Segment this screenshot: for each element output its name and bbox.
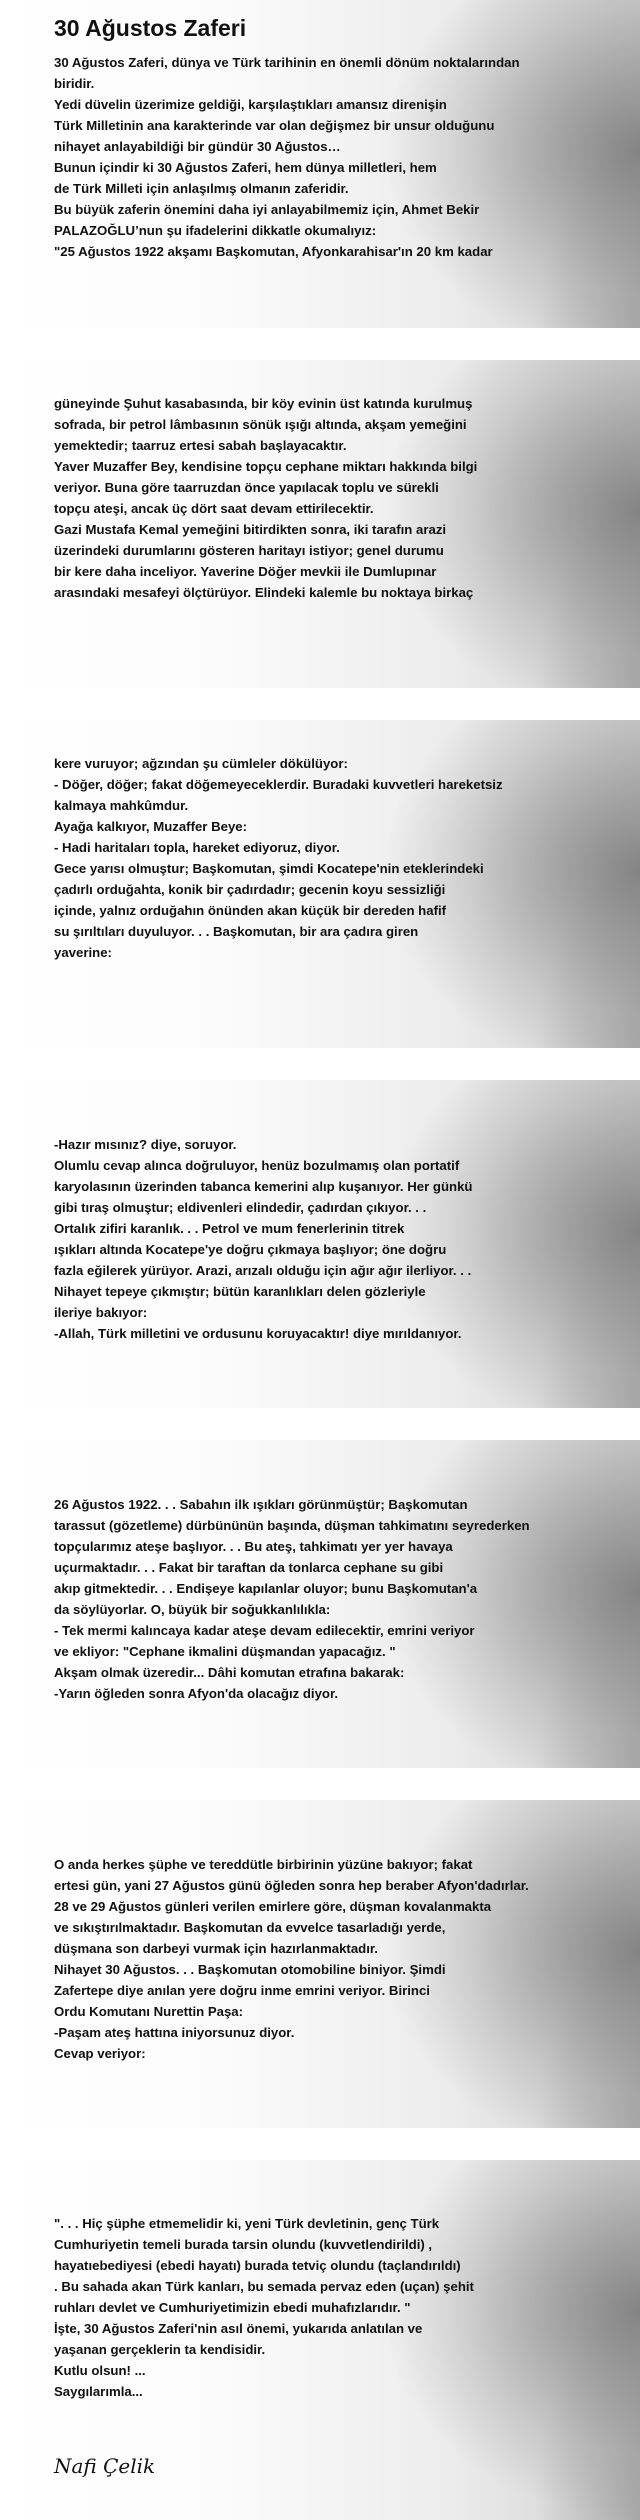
text-line: -Hazır mısınız? diye, soruyor. xyxy=(54,1137,237,1152)
text-line: Zafertepe diye anılan yere doğru inme emrini veriyor. Birinci xyxy=(54,1983,430,1998)
text-line: "25 Ağustos 1922 akşamı Başkomutan, Afyonkarahisar'ın 20 km kadar xyxy=(54,244,493,259)
paragraph-block-5 xyxy=(54,1494,640,1704)
text-line: yaşanan gerçeklerin ta kendisidir. xyxy=(54,2342,266,2357)
text-line: Yedi düvelin üzerimize geldiği, karşılaştıkları amansız direnişin xyxy=(54,97,447,112)
article-panel-4 xyxy=(0,1080,640,1408)
text-line: hayatıebediyesi (ebedi hayatı) burada tetviç olundu (taçlandırıldı) xyxy=(54,2258,461,2273)
paragraph-block-6 xyxy=(54,1854,640,2064)
text-line: topçularımız ateşe başlıyor. . . Bu ateş, tahkimatı yer yer havaya xyxy=(54,1539,453,1554)
text-line: Gece yarısı olmuştur; Başkomutan, şimdi Kocatepe'nin eteklerindeki xyxy=(54,861,484,876)
text-line: yaverine: xyxy=(54,945,112,960)
text-line: Saygılarımla... xyxy=(54,2384,143,2399)
text-line: bir kere daha inceliyor. Yaverine Döğer mevkii ile Dumlupınar xyxy=(54,564,437,579)
text-line: fazla eğilerek yürüyor. Arazi, arızalı olduğu için ağır ağır ilerliyor. . . xyxy=(54,1263,472,1278)
author-signature: Nafi Çelik xyxy=(54,2454,156,2478)
text-line: Ordu Komutanı Nurettin Paşa: xyxy=(54,2004,244,2019)
text-line: Yaver Muzaffer Bey, kendisine topçu cephane miktarı hakkında bilgi xyxy=(54,459,478,474)
text-line: . Bu sahada akan Türk kanları, bu semada pervaz eden (uçan) şehit xyxy=(54,2279,474,2294)
text-line: Ayağa kalkıyor, Muzaffer Beye: xyxy=(54,819,248,834)
article-panel-7 xyxy=(0,2160,640,2520)
article-panel-6 xyxy=(0,1800,640,2128)
text-line: 28 ve 29 Ağustos günleri verilen emirlere göre, düşman kovalanmakta xyxy=(54,1899,492,1914)
text-line: sofrada, bir petrol lâmbasının sönük ışığı altında, akşam yemeğini xyxy=(54,417,467,432)
text-line: O anda herkes şüphe ve tereddütle birbirinin yüzüne bakıyor; fakat xyxy=(54,1857,473,1872)
text-line: tarassut (gözetleme) dürbününün başında, düşman tahkimatını seyrederken xyxy=(54,1518,530,1533)
text-line: topçu ateşi, ancak üç dört saat devam ettirilecektir. xyxy=(54,501,374,516)
text-line: ve ekliyor: "Cephane ikmalini düşmandan yapacağız. " xyxy=(54,1644,396,1659)
text-line: -Allah, Türk milletini ve ordusunu koruyacaktır! diye mırıldanıyor. xyxy=(54,1326,462,1341)
text-line: güneyinde Şuhut kasabasında, bir köy evinin üst katında kurulmuş xyxy=(54,396,473,411)
paragraph-block-7 xyxy=(54,2213,640,2402)
text-line: kalmaya mahkûmdur. xyxy=(54,798,189,813)
text-line: Cumhuriyetin temeli burada tarsin olundu (kuvvetlendirildi) , xyxy=(54,2237,433,2252)
text-line: - Döğer, döğer; fakat döğemeyeceklerdir. Buradaki kuvvetleri hareketsiz xyxy=(54,777,503,792)
text-line: ışıkları altında Kocatepe'ye doğru çıkmaya başlıyor; öne doğru xyxy=(54,1242,447,1257)
text-line: yemektedir; taarruz ertesi sabah başlayacaktır. xyxy=(54,438,347,453)
text-line: İşte, 30 Ağustos Zaferi'nin asıl önemi, yukarıda anlatılan ve xyxy=(54,2321,423,2336)
article-panel-1 xyxy=(0,0,640,328)
paragraph-block-3 xyxy=(54,753,640,963)
paragraph-block-1 xyxy=(54,52,640,262)
paragraph-block-4 xyxy=(54,1134,640,1344)
text-line: 30 Ağustos Zaferi, dünya ve Türk tarihinin en önemli dönüm noktalarından xyxy=(54,55,520,70)
text-line: Ortalık zifiri karanlık. . . Petrol ve mum fenerlerinin titrek xyxy=(54,1221,405,1236)
text-line: -Yarın öğleden sonra Afyon'da olacağız diyor. xyxy=(54,1686,339,1701)
text-line: Nihayet tepeye çıkmıştır; bütün karanlıkları delen gözleriyle xyxy=(54,1284,426,1299)
text-line: - Hadi haritaları topla, hareket ediyoruz, diyor. xyxy=(54,840,340,855)
text-line: kere vuruyor; ağzından şu cümleler dökülüyor: xyxy=(54,756,348,771)
text-line: Akşam olmak üzeredir... Dâhi komutan etrafına bakarak: xyxy=(54,1665,405,1680)
article-panel-5 xyxy=(0,1440,640,1768)
text-line: - Tek mermi kalıncaya kadar ateşe devam edilecektir, emrini veriyor xyxy=(54,1623,475,1638)
text-line: Cevap veriyor: xyxy=(54,2046,146,2061)
text-line: ruhları devlet ve Cumhuriyetimizin ebedi muhafızlarıdır. " xyxy=(54,2300,411,2315)
text-line: çadırlı orduğahta, konik bir çadırdadır; gecenin koyu sessizliği xyxy=(54,882,446,897)
text-line: üzerindeki durumlarını gösteren haritayı istiyor; genel durumu xyxy=(54,543,444,558)
text-line: uçurmaktadır. . . Fakat bir taraftan da tonlarca cephane su gibi xyxy=(54,1560,444,1575)
text-line: gibi tıraş olmuştur; eldivenleri elindedir, çadırdan çıkıyor. . . xyxy=(54,1200,427,1215)
paragraph-block-2 xyxy=(54,393,640,603)
text-line: Olumlu cevap alınca doğruluyor, henüz bozulmamış olan portatif xyxy=(54,1158,460,1173)
text-line: Bunun içindir ki 30 Ağustos Zaferi, hem dünya milletleri, hem xyxy=(54,160,437,175)
text-line: arasındaki mesafeyi ölçtürüyor. Elindeki kalemle bu noktaya birkaç xyxy=(54,585,474,600)
text-line: düşmana son darbeyi vurmak için hazırlanmaktadır. xyxy=(54,1941,378,1956)
text-line: akıp gitmektedir. . . Endişeye kapılanlar oluyor; bunu Başkomutan'a xyxy=(54,1581,478,1596)
text-line: ". . . Hiç şüphe etmemelidir ki, yeni Türk devletinin, genç Türk xyxy=(54,2216,440,2231)
text-line: su şırıltıları duyuluyor. . . Başkomutan, bir ara çadıra giren xyxy=(54,924,419,939)
text-line: Bu büyük zaferin önemini daha iyi anlayabilmemiz için, Ahmet Bekir xyxy=(54,202,480,217)
text-line: karyolasının üzerinden tabanca kemerini alıp kuşanıyor. Her günkü xyxy=(54,1179,473,1194)
text-line: ertesi gün, yani 27 Ağustos günü öğleden sonra hep beraber Afyon'dadırlar. xyxy=(54,1878,529,1893)
text-line: veriyor. Buna göre taarruzdan önce yapılacak toplu ve sürekli xyxy=(54,480,439,495)
article-title: 30 Ağustos Zaferi xyxy=(54,15,247,41)
text-line: ve sıkıştırılmaktadır. Başkomutan da evvelce tasarladığı yerde, xyxy=(54,1920,446,1935)
text-line: Kutlu olsun! ... xyxy=(54,2363,146,2378)
text-line: ileriye bakıyor: xyxy=(54,1305,148,1320)
text-line: Gazi Mustafa Kemal yemeğini bitirdikten sonra, iki tarafın arazi xyxy=(54,522,447,537)
text-line: Nihayet 30 Ağustos. . . Başkomutan otomobiline biniyor. Şimdi xyxy=(54,1962,446,1977)
text-line: PALAZOĞLU’nun şu ifadelerini dikkatle okumalıyız: xyxy=(54,223,377,238)
text-line: -Paşam ateş hattına iniyorsunuz diyor. xyxy=(54,2025,295,2040)
text-line: Türk Milletinin ana karakterinde var olan değişmez bir unsur olduğunu xyxy=(54,118,495,133)
text-line: biridir. xyxy=(54,76,95,91)
article-panel-3 xyxy=(0,720,640,1048)
text-line: de Türk Milleti için anlaşılmış olmanın zaferidir. xyxy=(54,181,349,196)
text-line: 26 Ağustos 1922. . . Sabahın ilk ışıkları görünmüştür; Başkomutan xyxy=(54,1497,468,1512)
text-line: da söylüyorlar. O, büyük bir soğukkanlılıkla: xyxy=(54,1602,331,1617)
text-line: nihayet anlayabildiği bir gündür 30 Ağustos… xyxy=(54,139,341,154)
article-panel-2 xyxy=(0,360,640,688)
text-line: içinde, yalnız orduğahın önünden akan küçük bir dereden hafif xyxy=(54,903,447,918)
